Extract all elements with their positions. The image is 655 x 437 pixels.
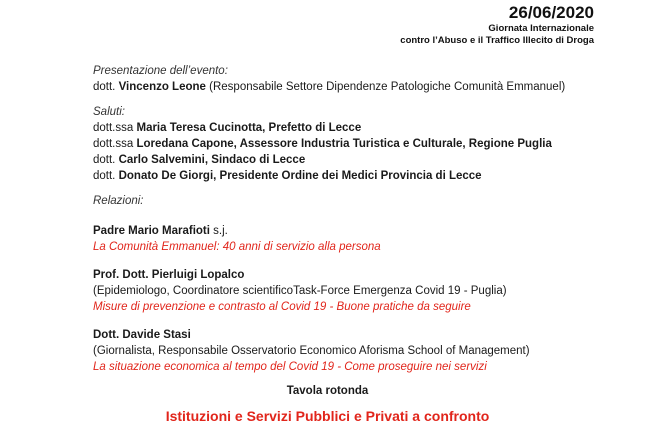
greeting-name: Carlo Salvemini, Sindaco di Lecce — [118, 154, 306, 166]
presentation-label: Presentazione dell’evento: — [93, 65, 228, 77]
report-speaker-role: (Giornalista, Responsabile Osservatorio Economico Aforisma School of Management) — [93, 345, 530, 357]
report-speaker-name: Padre Mario Marafioti — [93, 225, 210, 237]
greeting-name: Maria Teresa Cucinotta, Prefetto di Lecce — [136, 122, 362, 134]
speaker-prefix: dott. — [93, 81, 116, 93]
round-table-title: Istituzioni e Servizi Pubblici e Privati a confronto — [165, 408, 490, 424]
greeting-item — [93, 136, 613, 152]
report-speaker-role: (Epidemiologo, Coordinatore scientificoTask-Force Emergenza Covid 19 - Puglia) — [93, 285, 507, 297]
presentation-speaker — [93, 79, 613, 95]
report-speaker — [93, 223, 613, 239]
greeting-prefix: dott.ssa — [93, 138, 134, 150]
greetings-label: Saluti: — [93, 106, 125, 118]
event-name-line-1: Giornata Internazionale — [488, 23, 594, 34]
greeting-prefix: dott.ssa — [93, 122, 134, 134]
greeting-prefix: dott. — [93, 154, 116, 166]
greeting-name: Loredana Capone, Assessore Industria Turistica e Culturale, Regione Puglia — [136, 138, 552, 150]
report-speaker-name: Dott. Davide Stasi — [93, 329, 191, 341]
event-name-line-2: contro l’Abuso e il Traffico Illecito di Droga — [400, 35, 594, 46]
reports-label: Relazioni: — [93, 195, 144, 207]
greeting-item — [93, 168, 613, 184]
greeting-item — [93, 152, 613, 168]
report-title: La situazione economica al tempo del Covid 19 - Come proseguire nei servizi — [93, 361, 487, 373]
speaker-name: Vincenzo Leone — [118, 81, 206, 93]
round-table-label: Tavola rotonda — [286, 385, 369, 397]
speaker-role: (Responsabile Settore Dipendenze Patologiche Comunità Emmanuel) — [209, 81, 566, 93]
program-content — [93, 63, 613, 375]
event-date: 26/06/2020 — [508, 3, 594, 22]
greeting-name: Donato De Giorgi, Presidente Ordine dei Medici Provincia di Lecce — [118, 170, 482, 182]
report-speaker-suffix: s.j. — [209, 225, 228, 237]
report-title: Misure di prevenzione e contrasto al Covid 19 - Buone pratiche da seguire — [93, 301, 471, 313]
greeting-item — [93, 120, 613, 136]
event-header — [400, 3, 594, 47]
report-speaker-name: Prof. Dott. Pierluigi Lopalco — [93, 269, 245, 281]
greeting-prefix: dott. — [93, 170, 116, 182]
report-title: La Comunità Emmanuel: 40 anni di servizio alla persona — [93, 241, 381, 253]
